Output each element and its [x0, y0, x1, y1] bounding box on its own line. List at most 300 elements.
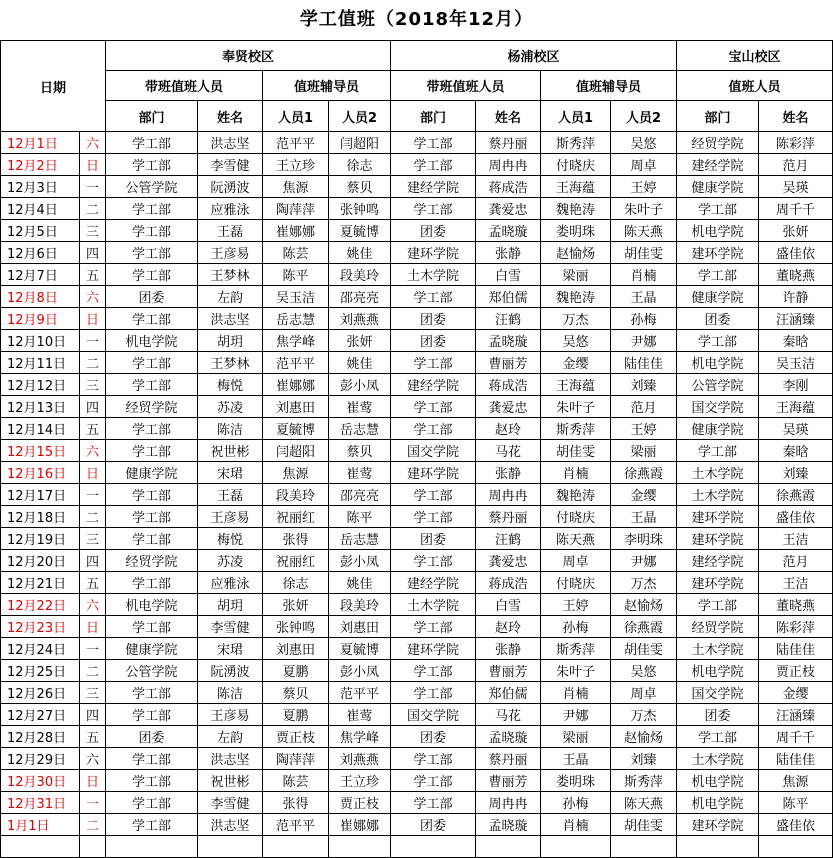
date-cell: 12月7日	[1, 264, 80, 286]
name-cell: 陈洁	[198, 682, 263, 704]
table-row	[1, 352, 833, 374]
name-cell: 陈彩萍	[759, 616, 833, 638]
date-cell: 12月10日	[1, 330, 80, 352]
table-row	[1, 814, 833, 836]
date-cell: 12月12日	[1, 374, 80, 396]
name-cell: 应雅泳	[198, 198, 263, 220]
name-cell: 吴玉洁	[759, 352, 833, 374]
dept-cell: 学工部	[391, 396, 476, 418]
date-cell: 12月18日	[1, 506, 80, 528]
dept-cell: 学工部	[391, 286, 476, 308]
name-cell: 蒋成浩	[476, 176, 541, 198]
person2-cell: 邵亮亮	[329, 484, 391, 506]
name-cell: 胡玥	[198, 594, 263, 616]
dept-cell: 土木学院	[677, 462, 759, 484]
dept-cell: 学工部	[106, 792, 198, 814]
dept-cell: 国交学院	[391, 704, 476, 726]
dept-cell: 学工部	[391, 682, 476, 704]
dept-cell: 学工部	[106, 440, 198, 462]
weekday-cell: 日	[80, 154, 106, 176]
name-cell: 胡玥	[198, 330, 263, 352]
person1-cell: 王晶	[541, 748, 611, 770]
person2-cell: 尹娜	[611, 330, 677, 352]
dept-cell: 学工部	[391, 484, 476, 506]
name-cell: 汪鹤	[476, 528, 541, 550]
date-cell: 12月19日	[1, 528, 80, 550]
person1-cell: 付晓庆	[541, 506, 611, 528]
name-cell: 陈洁	[198, 418, 263, 440]
dept-cell: 学工部	[106, 242, 198, 264]
date-cell: 12月13日	[1, 396, 80, 418]
name-cell: 范月	[759, 550, 833, 572]
dept-cell: 学工部	[391, 660, 476, 682]
name-cell: 张妍	[759, 220, 833, 242]
table-row	[1, 132, 833, 154]
person1-cell: 陈芸	[263, 242, 329, 264]
dept-cell: 团委	[391, 330, 476, 352]
table-row	[1, 638, 833, 660]
dept-cell: 健康学院	[677, 418, 759, 440]
weekday-cell: 一	[80, 330, 106, 352]
name-cell: 苏凌	[198, 550, 263, 572]
dept-cell: 团委	[677, 308, 759, 330]
dept-cell: 建环学院	[391, 242, 476, 264]
date-cell: 12月20日	[1, 550, 80, 572]
dept-cell: 公管学院	[106, 176, 198, 198]
table-row	[1, 770, 833, 792]
person2-cell: 范平平	[329, 682, 391, 704]
person1-cell: 吴玉洁	[263, 286, 329, 308]
empty-cell	[677, 836, 759, 858]
empty-cell	[329, 836, 391, 858]
person2-cell: 彭小凤	[329, 374, 391, 396]
name-cell: 吴瑛	[759, 418, 833, 440]
empty-row	[1, 836, 833, 858]
person1-cell: 刘惠田	[263, 638, 329, 660]
name-cell: 秦晗	[759, 330, 833, 352]
name-cell: 孟晓璇	[476, 814, 541, 836]
dept-cell: 学工部	[106, 506, 198, 528]
person1-cell: 周卓	[541, 550, 611, 572]
dept-cell: 学工部	[106, 748, 198, 770]
campus-header-yangpu: 杨浦校区	[391, 41, 677, 71]
person1-cell: 梁丽	[541, 264, 611, 286]
person1-cell: 付晓庆	[541, 572, 611, 594]
dept-cell: 机电学院	[677, 352, 759, 374]
person1-cell: 焦源	[263, 462, 329, 484]
person2-cell: 徐志	[329, 154, 391, 176]
person2-cell: 周卓	[611, 682, 677, 704]
name-cell: 阮湧波	[198, 176, 263, 198]
dept-cell: 学工部	[106, 616, 198, 638]
name-cell: 王磊	[198, 220, 263, 242]
name-cell: 王海蕴	[759, 396, 833, 418]
name-cell: 金缨	[759, 682, 833, 704]
person2-cell: 王晶	[611, 506, 677, 528]
dept-cell: 机电学院	[677, 770, 759, 792]
name-cell: 龚爱忠	[476, 550, 541, 572]
dept-cell: 建经学院	[391, 176, 476, 198]
person2-cell: 陈天燕	[611, 792, 677, 814]
dept-cell: 学工部	[391, 132, 476, 154]
person2-cell: 夏毓博	[329, 220, 391, 242]
dept-cell: 建环学院	[677, 528, 759, 550]
person2-cell: 尹娜	[611, 550, 677, 572]
duty-schedule-table	[0, 40, 833, 858]
person1-cell: 王婷	[541, 594, 611, 616]
dept-cell: 土木学院	[677, 748, 759, 770]
person1-cell: 付晓庆	[541, 154, 611, 176]
dept-cell: 学工部	[106, 132, 198, 154]
date-cell: 12月22日	[1, 594, 80, 616]
name-cell: 宋珺	[198, 462, 263, 484]
person1-cell: 贾正枝	[263, 726, 329, 748]
name-cell: 龚爱忠	[476, 198, 541, 220]
dept-cell: 学工部	[677, 440, 759, 462]
weekday-cell: 三	[80, 528, 106, 550]
dept-cell: 学工部	[391, 748, 476, 770]
name-cell: 秦晗	[759, 440, 833, 462]
dept-cell: 团委	[391, 220, 476, 242]
name-cell: 郑伯儒	[476, 286, 541, 308]
person2-cell: 朱叶子	[611, 198, 677, 220]
name-cell: 应雅泳	[198, 572, 263, 594]
person2-cell: 胡佳雯	[611, 242, 677, 264]
dept-cell: 健康学院	[106, 462, 198, 484]
person1-cell: 闫超阳	[263, 440, 329, 462]
person2-cell: 焦学峰	[329, 726, 391, 748]
table-row	[1, 704, 833, 726]
name-cell: 梅悦	[198, 374, 263, 396]
name-cell: 周千千	[759, 726, 833, 748]
empty-cell	[759, 836, 833, 858]
weekday-cell: 日	[80, 616, 106, 638]
person2-cell: 崔娜娜	[329, 814, 391, 836]
name-cell: 王磊	[198, 484, 263, 506]
name-cell: 周千千	[759, 198, 833, 220]
dept-cell: 学工部	[391, 198, 476, 220]
weekday-cell: 一	[80, 484, 106, 506]
person2-cell: 闫超阳	[329, 132, 391, 154]
date-cell: 12月15日	[1, 440, 80, 462]
person2-cell: 李明珠	[611, 528, 677, 550]
person1-cell: 陈天燕	[541, 528, 611, 550]
name-cell: 李雪健	[198, 792, 263, 814]
empty-cell	[611, 836, 677, 858]
date-cell: 12月28日	[1, 726, 80, 748]
date-cell: 12月30日	[1, 770, 80, 792]
col-header-person1: 人员1	[263, 101, 329, 132]
person2-cell: 胡佳雯	[611, 638, 677, 660]
weekday-cell: 四	[80, 550, 106, 572]
table-row	[1, 660, 833, 682]
weekday-cell: 二	[80, 198, 106, 220]
dept-cell: 学工部	[106, 220, 198, 242]
person1-cell: 梁丽	[541, 726, 611, 748]
table-row	[1, 286, 833, 308]
weekday-cell: 四	[80, 396, 106, 418]
weekday-cell: 日	[80, 770, 106, 792]
table-row	[1, 198, 833, 220]
person1-cell: 范平平	[263, 132, 329, 154]
person2-cell: 姚佳	[329, 242, 391, 264]
person2-cell: 肖楠	[611, 264, 677, 286]
weekday-cell: 一	[80, 176, 106, 198]
name-cell: 汪鹤	[476, 308, 541, 330]
empty-cell	[198, 836, 263, 858]
table-row	[1, 550, 833, 572]
date-cell: 12月1日	[1, 132, 80, 154]
name-cell: 董晓燕	[759, 264, 833, 286]
person1-cell: 陈平	[263, 264, 329, 286]
person2-cell: 王婷	[611, 418, 677, 440]
person1-cell: 刘惠田	[263, 396, 329, 418]
name-cell: 汪涵臻	[759, 704, 833, 726]
person2-cell: 王婷	[611, 176, 677, 198]
name-cell: 周冉冉	[476, 484, 541, 506]
name-cell: 洪志坚	[198, 132, 263, 154]
dept-cell: 机电学院	[106, 594, 198, 616]
weekday-cell: 二	[80, 352, 106, 374]
date-cell: 12月31日	[1, 792, 80, 814]
dept-cell: 学工部	[391, 506, 476, 528]
person2-cell: 刘燕燕	[329, 748, 391, 770]
dept-cell: 建经学院	[391, 572, 476, 594]
table-row	[1, 220, 833, 242]
empty-cell	[80, 836, 106, 858]
empty-cell	[541, 836, 611, 858]
weekday-cell: 五	[80, 726, 106, 748]
name-cell: 盛佳依	[759, 242, 833, 264]
dept-cell: 公管学院	[106, 660, 198, 682]
date-cell: 12月8日	[1, 286, 80, 308]
name-cell: 周冉冉	[476, 154, 541, 176]
name-cell: 张静	[476, 638, 541, 660]
person1-cell: 崔娜娜	[263, 374, 329, 396]
name-cell: 汪涵臻	[759, 308, 833, 330]
dept-cell: 团委	[106, 286, 198, 308]
name-cell: 张静	[476, 242, 541, 264]
person1-cell: 娄明珠	[541, 220, 611, 242]
dept-cell: 国交学院	[391, 440, 476, 462]
person2-cell: 崔莺	[329, 462, 391, 484]
person2-cell: 姚佳	[329, 352, 391, 374]
dept-cell: 健康学院	[677, 286, 759, 308]
empty-cell	[106, 836, 198, 858]
person2-cell: 岳志慧	[329, 418, 391, 440]
person1-cell: 张得	[263, 528, 329, 550]
table-row	[1, 682, 833, 704]
name-cell: 王洁	[759, 572, 833, 594]
name-cell: 吴瑛	[759, 176, 833, 198]
dept-cell: 建经学院	[391, 374, 476, 396]
person1-cell: 斯秀萍	[541, 132, 611, 154]
person2-cell: 夏毓博	[329, 638, 391, 660]
weekday-cell: 五	[80, 572, 106, 594]
weekday-cell: 六	[80, 440, 106, 462]
person2-cell: 赵愉炀	[611, 594, 677, 616]
person2-cell: 徐燕霞	[611, 462, 677, 484]
person1-cell: 孙梅	[541, 616, 611, 638]
date-cell: 12月17日	[1, 484, 80, 506]
dept-cell: 土木学院	[391, 264, 476, 286]
person1-cell: 陶萍萍	[263, 198, 329, 220]
date-cell: 12月16日	[1, 462, 80, 484]
weekday-cell: 一	[80, 638, 106, 660]
date-cell: 12月5日	[1, 220, 80, 242]
dept-cell: 学工部	[677, 198, 759, 220]
table-row	[1, 748, 833, 770]
name-cell: 马花	[476, 704, 541, 726]
person2-cell: 张妍	[329, 330, 391, 352]
name-cell: 蒋成浩	[476, 374, 541, 396]
dept-cell: 学工部	[677, 264, 759, 286]
table-row	[1, 484, 833, 506]
name-cell: 盛佳依	[759, 506, 833, 528]
person2-cell: 岳志慧	[329, 528, 391, 550]
person2-cell: 陆佳佳	[611, 352, 677, 374]
person2-cell: 万杰	[611, 704, 677, 726]
person2-cell: 胡佳雯	[611, 814, 677, 836]
date-cell: 12月25日	[1, 660, 80, 682]
weekday-cell: 二	[80, 660, 106, 682]
dept-cell: 机电学院	[677, 792, 759, 814]
person2-cell: 斯秀萍	[611, 770, 677, 792]
dept-cell: 团委	[391, 726, 476, 748]
person2-cell: 刘臻	[611, 748, 677, 770]
name-cell: 蔡丹丽	[476, 132, 541, 154]
group-header-counselor-yangpu: 值班辅导员	[541, 71, 677, 101]
name-cell: 许静	[759, 286, 833, 308]
person2-cell: 刘惠田	[329, 616, 391, 638]
date-cell: 12月24日	[1, 638, 80, 660]
person1-cell: 段美玲	[263, 484, 329, 506]
name-cell: 赵玲	[476, 418, 541, 440]
dept-cell: 建环学院	[677, 506, 759, 528]
page-title: 学工值班（2018年12月）	[299, 9, 534, 30]
name-cell: 陈彩萍	[759, 132, 833, 154]
dept-cell: 学工部	[677, 330, 759, 352]
dept-cell: 学工部	[106, 484, 198, 506]
empty-cell	[391, 836, 476, 858]
dept-cell: 学工部	[106, 352, 198, 374]
dept-cell: 学工部	[106, 374, 198, 396]
person2-cell: 刘臻	[611, 374, 677, 396]
date-cell: 12月6日	[1, 242, 80, 264]
table-row	[1, 176, 833, 198]
date-cell: 12月23日	[1, 616, 80, 638]
person1-cell: 吴悠	[541, 330, 611, 352]
weekday-cell: 六	[80, 132, 106, 154]
date-cell: 12月11日	[1, 352, 80, 374]
person2-cell: 周卓	[611, 154, 677, 176]
person1-cell: 夏鹏	[263, 660, 329, 682]
dept-cell: 学工部	[106, 528, 198, 550]
name-cell: 洪志坚	[198, 308, 263, 330]
name-cell: 李雪健	[198, 154, 263, 176]
dept-cell: 学工部	[391, 792, 476, 814]
weekday-cell: 四	[80, 242, 106, 264]
table-row	[1, 308, 833, 330]
col-header-dept: 部门	[677, 101, 759, 132]
group-header-staff-baoshan: 值班人员	[677, 71, 833, 101]
person1-cell: 夏毓博	[263, 418, 329, 440]
dept-cell: 建环学院	[677, 814, 759, 836]
person1-cell: 祝丽红	[263, 550, 329, 572]
dept-cell: 团委	[106, 726, 198, 748]
name-cell: 曹丽芳	[476, 352, 541, 374]
name-cell: 蔡丹丽	[476, 748, 541, 770]
table-row	[1, 616, 833, 638]
person2-cell: 彭小凤	[329, 660, 391, 682]
dept-cell: 健康学院	[677, 176, 759, 198]
person2-cell: 崔莺	[329, 704, 391, 726]
person2-cell: 吴悠	[611, 132, 677, 154]
name-cell: 龚爱忠	[476, 396, 541, 418]
person2-cell: 金缨	[611, 484, 677, 506]
empty-cell	[1, 836, 80, 858]
person2-cell: 孙梅	[611, 308, 677, 330]
name-cell: 王洁	[759, 528, 833, 550]
dept-cell: 经贸学院	[677, 132, 759, 154]
name-cell: 宋珺	[198, 638, 263, 660]
dept-cell: 学工部	[106, 682, 198, 704]
col-header-dept: 部门	[106, 101, 198, 132]
col-header-person1: 人员1	[541, 101, 611, 132]
table-row	[1, 528, 833, 550]
dept-cell: 学工部	[106, 814, 198, 836]
person2-cell: 蔡贝	[329, 440, 391, 462]
dept-cell: 国交学院	[677, 682, 759, 704]
weekday-cell: 二	[80, 506, 106, 528]
name-cell: 李刚	[759, 374, 833, 396]
date-cell: 12月4日	[1, 198, 80, 220]
weekday-cell: 三	[80, 220, 106, 242]
date-cell: 12月29日	[1, 748, 80, 770]
person1-cell: 祝丽红	[263, 506, 329, 528]
person2-cell: 赵愉炀	[611, 726, 677, 748]
person1-cell: 崔娜娜	[263, 220, 329, 242]
person1-cell: 金缨	[541, 352, 611, 374]
weekday-cell: 六	[80, 748, 106, 770]
group-header-counselor-fengxian: 值班辅导员	[263, 71, 391, 101]
dept-cell: 学工部	[391, 616, 476, 638]
person1-cell: 焦学峰	[263, 330, 329, 352]
weekday-cell: 四	[80, 704, 106, 726]
col-header-name: 姓名	[476, 101, 541, 132]
date-cell: 1月1日	[1, 814, 80, 836]
person2-cell: 彭小凤	[329, 550, 391, 572]
person1-cell: 蔡贝	[263, 682, 329, 704]
person1-cell: 张钟鸣	[263, 616, 329, 638]
dept-cell: 机电学院	[106, 330, 198, 352]
weekday-cell: 三	[80, 682, 106, 704]
person2-cell: 段美玲	[329, 264, 391, 286]
weekday-cell: 三	[80, 374, 106, 396]
dept-cell: 建经学院	[677, 550, 759, 572]
dept-cell: 公管学院	[677, 374, 759, 396]
group-header-lead-fengxian: 带班值班人员	[106, 71, 263, 101]
dept-cell: 建经学院	[677, 154, 759, 176]
person1-cell: 孙梅	[541, 792, 611, 814]
dept-cell: 学工部	[391, 154, 476, 176]
name-cell: 王彦易	[198, 242, 263, 264]
person1-cell: 斯秀萍	[541, 638, 611, 660]
dept-cell: 土木学院	[677, 484, 759, 506]
dept-cell: 经贸学院	[677, 616, 759, 638]
dept-cell: 经贸学院	[106, 550, 198, 572]
weekday-cell: 五	[80, 264, 106, 286]
